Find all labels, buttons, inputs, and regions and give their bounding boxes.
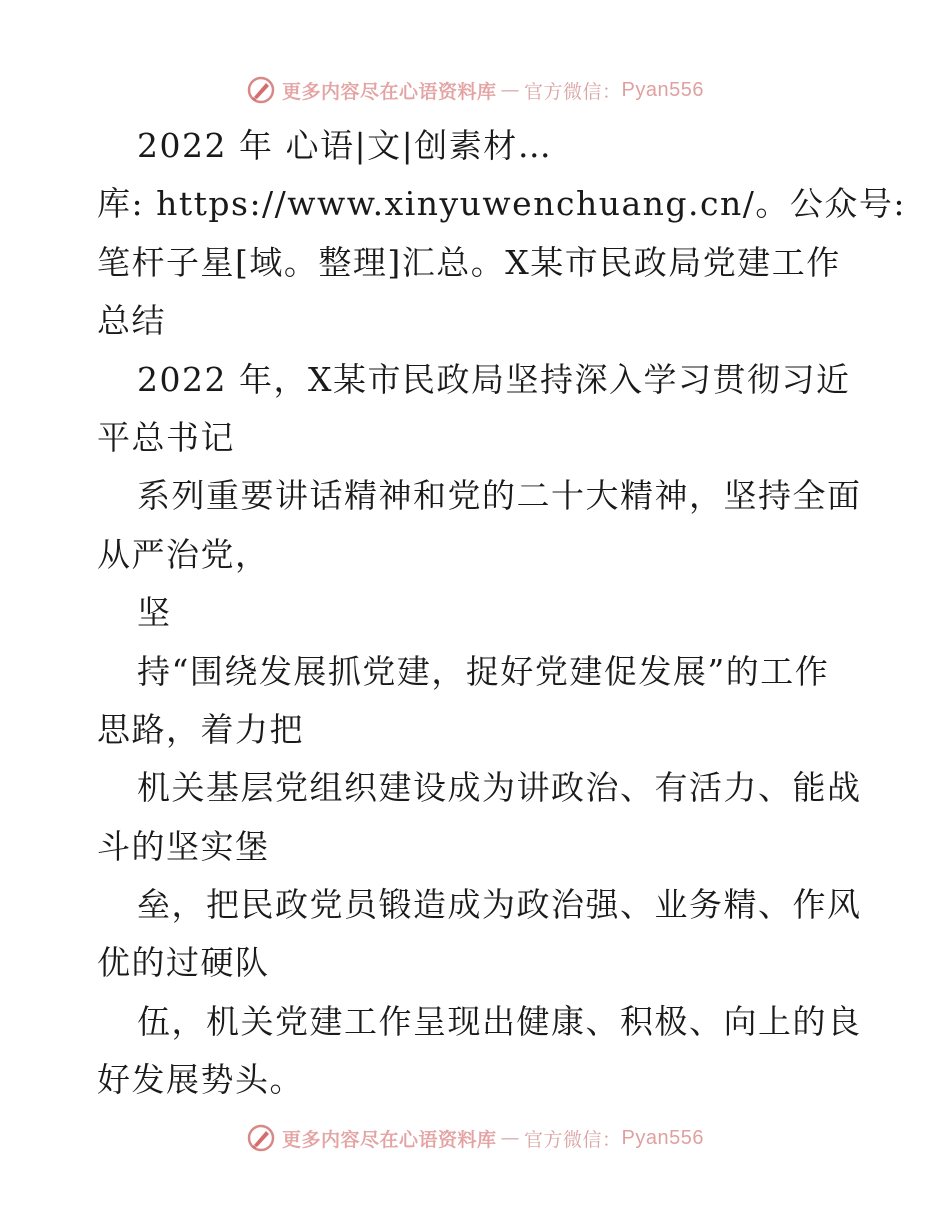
text-line: 垒，把民政党员锻造成为政治强、业务精、作风 (137, 885, 862, 925)
text-line: 笔杆子星[域。整理]汇总。X某市民政局党建工作 (97, 242, 841, 282)
text-line: 机关基层党组织建设成为讲政治、有活力、能战 (137, 768, 862, 808)
banner-wechat-id: Pyan556 (621, 1126, 704, 1149)
footer-banner (0, 1118, 950, 1158)
text-line: 2022 年 心语|文|创素材… (137, 126, 553, 165)
text-line: 总结 (97, 301, 166, 341)
banner-separator: — (500, 79, 521, 101)
quill-pen-logo-icon (246, 75, 276, 105)
header-banner (0, 70, 950, 110)
text-line: 系列重要讲话精神和党的二十大精神，坚持全面 (137, 476, 862, 516)
text-line: 持“围绕发展抓党建，捉好党建促发展”的工作 (137, 651, 830, 691)
text-line: 从严治党， (97, 534, 270, 574)
banner-wechat-id: Pyan556 (621, 78, 704, 101)
banner-separator: — (500, 1127, 521, 1149)
text-line: 坚 (137, 593, 172, 633)
text-line: 2022 年，X某市民政局坚持深入学习贯彻习近 (137, 359, 851, 399)
text-line: 好发展势头。 (97, 1060, 304, 1100)
text-line: 斗的坚实堡 (97, 826, 270, 866)
text-line: 平总书记 (97, 417, 235, 457)
text-line: 优的过硬队 (97, 943, 270, 983)
text-line: 伍，机关党建工作呈现出健康、积极、向上的良 (137, 1001, 862, 1041)
banner-brand-text: 更多内容尽在心语资料库 (282, 80, 497, 103)
text-line: 库: https://www.xinyuwenchuang.cn/。公众号: (97, 184, 906, 224)
banner-brand-text: 更多内容尽在心语资料库 (282, 1128, 497, 1151)
quill-pen-logo-icon (246, 1123, 276, 1153)
banner-wechat-label: 官方微信： (524, 80, 622, 103)
text-line: 思路，着力把 (97, 709, 304, 749)
document-body (97, 117, 906, 1110)
banner-wechat-label: 官方微信： (524, 1128, 622, 1151)
